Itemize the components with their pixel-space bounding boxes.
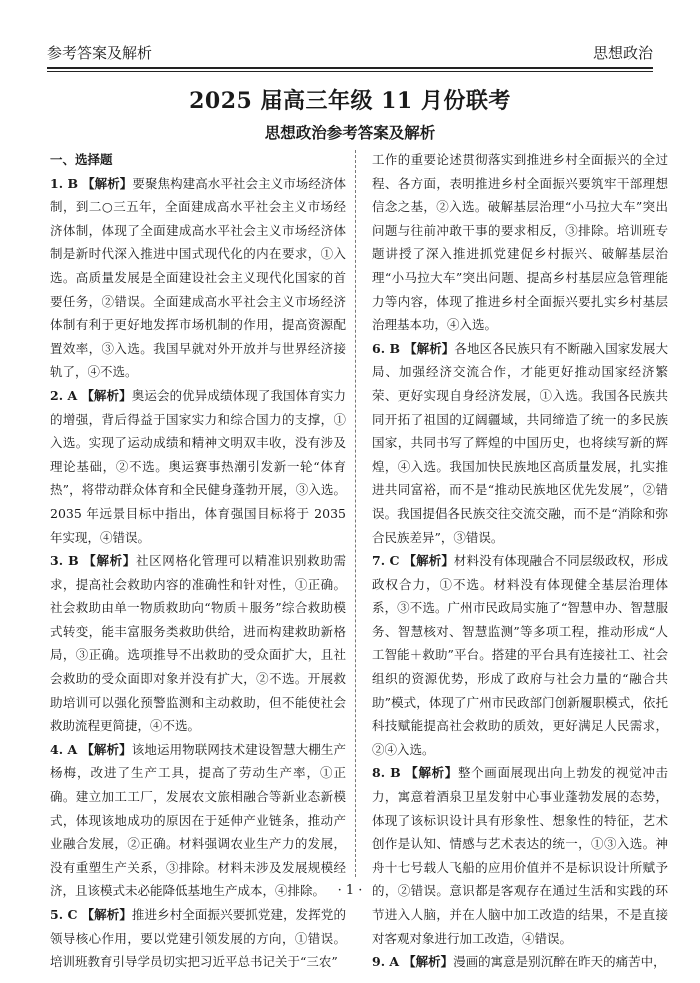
answer-paragraph bbox=[50, 384, 346, 549]
answer-paragraph bbox=[372, 337, 668, 549]
analysis-tag: 【解析】 bbox=[81, 387, 132, 403]
question-number: 2. A bbox=[50, 387, 78, 403]
answer-paragraph bbox=[50, 172, 346, 384]
answer-text: 要聚焦构建高水平社会主义市场经济体制，到二○三五年，全面建成高水平社会主义市场经济体制，体现了全面建成高水平社会主义市场经济体制是新时代深入推进中国式现代化的内在要求，①入选。高质量发展是全面建设社会主义现代化国家的首要任务，②错误。全面建成高水平社会主义市场经济体制有利于更好地发挥市场机制的作用，提高资源配置效率，③入选。我国早就对外开放并与世界经济接轨了，④不选。 bbox=[50, 175, 346, 380]
answer-text: 该地运用物联网技术建设智慧大棚生产杨梅，改进了生产工具，提高了劳动生产率，①正确。建立加工工厂，发展农文旅相融合等新业态新模式，体现该地成功的原因在于延伸产业链条，推动产业融合发展，②正确。材料强调农业生产力的发展，没有重塑生产关系，③排除。材料未涉及发展规模经济，且该模式未必能降低基地生产成本，④排除。 bbox=[50, 741, 346, 899]
answer-paragraph-continued bbox=[372, 148, 668, 337]
right-column bbox=[372, 148, 668, 974]
header-left-label: 参考答案及解析 bbox=[47, 44, 153, 62]
header-right-label: 思想政治 bbox=[592, 44, 653, 62]
question-number: 8. B bbox=[372, 765, 401, 781]
question-number: 5. C bbox=[50, 907, 78, 922]
question-number: 3. B bbox=[50, 553, 79, 569]
document-title: 2025 届高三年级 11 月份联考 bbox=[189, 88, 511, 114]
answer-text: 漫画的寓意是别沉醉在昨天的痛苦中， bbox=[453, 954, 666, 970]
answer-text: 推进乡村全面振兴要抓党建，发挥党的领导核心作用，要以党建引领发展的方向，①错误。培训班教育引导学员切实把习近平总书记关于“三农” bbox=[50, 907, 346, 970]
question-number: 6. B bbox=[372, 340, 401, 356]
answer-paragraph bbox=[50, 549, 346, 738]
answer-paragraph bbox=[50, 903, 346, 974]
document-subtitle: 思想政治参考答案及解析 bbox=[264, 124, 436, 142]
answer-paragraph bbox=[50, 738, 346, 903]
answer-text: 社区网格化管理可以精准识别救助需求，提高社会救助内容的准确性和针对性，①正确。社会救助由单一物质救助向“物质＋服务”综合救助模式转变，能丰富服务类救助供给，进而构建救助新格局，③正确。选项推导不出救助的受众面扩大，且社会救助的受众面即对象并没有扩大，②不选。开展救助培训可以强化预警监测和主动救助，但不能使社会救助流程更简捷，④不选。 bbox=[50, 553, 346, 734]
column-divider bbox=[355, 150, 356, 877]
answer-paragraph bbox=[372, 950, 668, 974]
analysis-tag: 【解析】 bbox=[82, 175, 133, 191]
analysis-tag: 【解析】 bbox=[403, 954, 454, 970]
answer-text: 工作的重要论述贯彻落实到推进乡村全面振兴的全过程、各方面，表明推进乡村全面振兴要筑牢干部理想信念之基，②入选。破解基层治理“小马拉大车”突出问题与往前冲敢干事的要求相反，③排除。培训班专题讲授了深入推进抓党建促乡村振兴、破解基层治理“小马拉大车”突出问题、提高乡村基层应急管理能力等内容，体现了推进乡村全面振兴要扎实乡村基层治理基本功，④入选。 bbox=[372, 152, 668, 333]
answer-paragraph bbox=[372, 549, 668, 761]
question-number: 4. A bbox=[50, 741, 78, 757]
analysis-tag: 【解析】 bbox=[81, 741, 132, 757]
analysis-tag: 【解析】 bbox=[83, 553, 136, 569]
analysis-tag: 【解析】 bbox=[81, 907, 132, 922]
section-title: 一、选择题 bbox=[50, 152, 113, 167]
header-rule-thin bbox=[47, 71, 653, 72]
analysis-tag: 【解析】 bbox=[403, 553, 454, 569]
left-column bbox=[50, 148, 346, 974]
page-number: · 1 · bbox=[337, 883, 363, 898]
question-number: 1. B bbox=[50, 175, 79, 191]
answer-text: 整个画面展现出向上勃发的视觉冲击力，寓意着酒泉卫星发射中心事业蓬勃发展的态势，体现了该标识设计具有形象性、想象性的特征，艺术创作是认知、情感与艺术表达的统一，①③入选。神舟十七号载人飞船的应用价值并不是标识设计所赋予的，②错误。意识都是客观存在通过生活和实践的环节进入人脑，并在人脑中加工改造的结果，不是直接对客观对象进行加工改造，④错误。 bbox=[372, 765, 668, 946]
answer-text: 奥运会的优异成绩体现了我国体育实力的增强，背后得益于国家实力和综合国力的支撑，①入选。实现了运动成绩和精神文明双丰收，没有涉及理论基础，②不选。奥运赛事热潮引发新一轮“体育热”，将带动群众体育和全民健身蓬勃开展，③入选。2035 年远景目标中指出，体育强国目标将于 2035 年实现，④错误。 bbox=[50, 387, 346, 545]
answer-paragraph bbox=[372, 761, 668, 950]
page-header bbox=[47, 38, 653, 66]
question-number: 9. A bbox=[372, 954, 400, 970]
analysis-tag: 【解析】 bbox=[405, 765, 458, 781]
question-number: 7. C bbox=[372, 553, 400, 569]
analysis-tag: 【解析】 bbox=[404, 340, 455, 356]
header-rule-thick bbox=[47, 67, 653, 69]
answer-text: 各地区各民族只有不断融入国家发展大局、加强经济交流合作，才能更好推动国家经济繁荣、更好实现自身经济发展，①入选。我国各民族共同开拓了祖国的辽阔疆域，共同缔造了统一的多民族国家，共同书写了辉煌的中国历史，也将续写新的辉煌，④入选。我国加快民族地区高质量发展，扎实推进共同富裕，而不是“推动民族地区优先发展”，②错误。我国提倡各民族交往交流交融，而不是“消除和弥合民族差异”，③错误。 bbox=[372, 340, 668, 545]
answer-text: 材料没有体现融合不同层级政权，形成政权合力，①不选。材料没有体现健全基层治理体系，③不选。广州市民政局实施了“智慧申办、智慧服务、智慧核对、智慧监测”等多项工程，推动形成“人工智能＋救助”平台。搭建的平台具有连接社工、社会组织的资源优势，形成了政府与社会力量的“融合共助”模式，体现了广州市民政部门创新履职模式，依托科技赋能提高社会救助的质效，更好满足人民需求，②④入选。 bbox=[372, 553, 668, 757]
